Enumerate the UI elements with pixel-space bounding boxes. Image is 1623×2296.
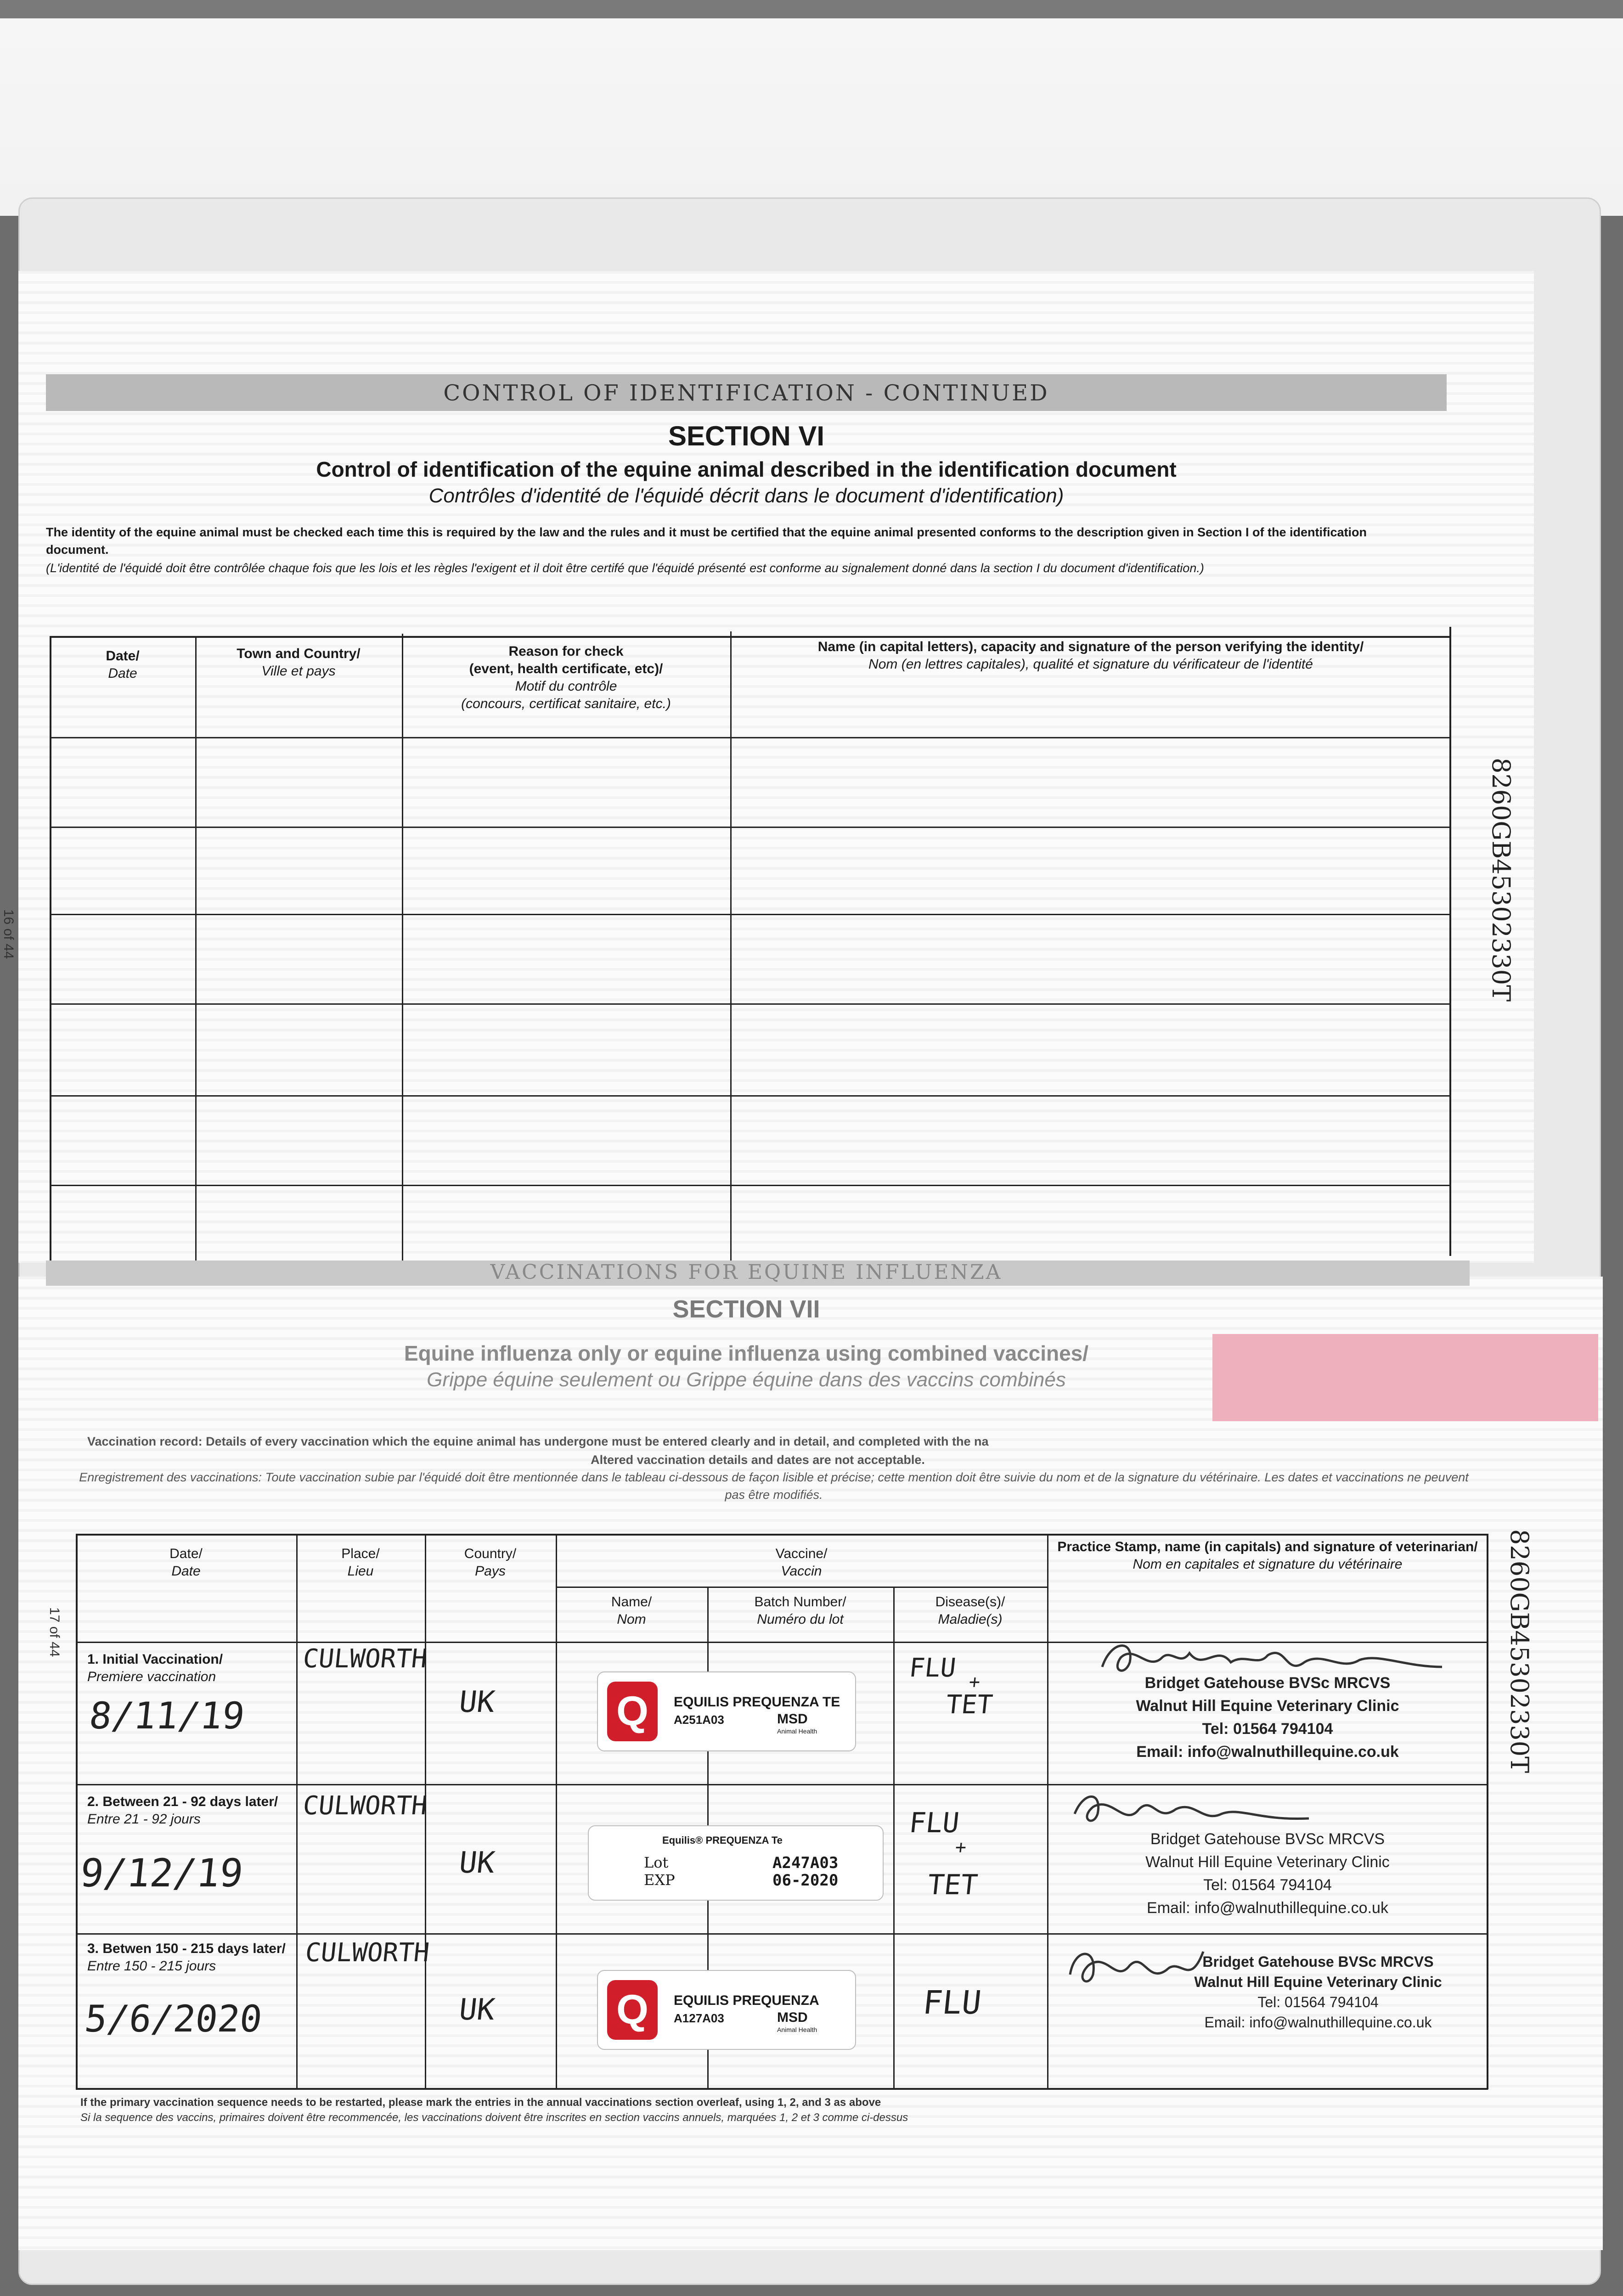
row2-disease-plus: + bbox=[954, 1837, 968, 1858]
page-number-17: 17 of 44 bbox=[47, 1607, 62, 1657]
row3-date: 5/6/2020 bbox=[83, 1998, 265, 2040]
intro-fr: (L'identité de l'équidé doit être contrôlée chaque fois que les lois et les règles l'exigent et il doit être certifé que l'équidé présenté est conforme au signalement donné dans la section I du document d'identification.) bbox=[46, 561, 1204, 575]
col-country: Country/ Pays bbox=[464, 1546, 517, 1579]
col-date: Date/ Date bbox=[106, 648, 140, 681]
side-code-top: 8260GB45302330T bbox=[1487, 758, 1516, 1002]
col-place: Place/ Lieu bbox=[341, 1546, 380, 1579]
row2-lot-label: Lot bbox=[644, 1854, 669, 1871]
title-fr-2: Grippe équine seulement ou Grippe équine dans des vaccins combinés bbox=[427, 1368, 1066, 1391]
row3-maker: MSD bbox=[777, 2010, 808, 2025]
row2-exp-label: EXP bbox=[644, 1871, 675, 1889]
row1-disease-2: TET bbox=[944, 1690, 994, 1720]
intro-en: The identity of the equine animal must be checked each time this is required by the law and the rules and it must be certified that the equine animal presented conforms to the description given in Section I of the identification document. bbox=[46, 525, 1367, 557]
row1-date: 8/11/19 bbox=[87, 1694, 247, 1737]
title-en-2: Equine influenza only or equine influenza using combined vaccines/ bbox=[404, 1341, 1089, 1365]
row1-batch: A251A03 bbox=[674, 1713, 724, 1727]
row2-vaccine-sticker bbox=[588, 1825, 884, 1901]
row1-maker-sub: Animal Health bbox=[777, 1728, 817, 1735]
q-logo-icon: Q bbox=[607, 1980, 658, 2040]
section-title: SECTION VI bbox=[668, 421, 825, 451]
row2-vaccine-name: Equilis® PREQUENZA Te bbox=[662, 1835, 783, 1846]
col-stamp: Practice Stamp, name (in capitals) and signature of veterinarian/ Nom en capitales et signature du vétérinaire bbox=[1057, 1539, 1478, 1572]
row1-disease-1: FLU bbox=[907, 1653, 958, 1683]
footer-en: If the primary vaccination sequence needs to be restarted, please mark the entries in the annual vaccinations section overleaf, using 1, 2, and 3 as above bbox=[80, 2096, 881, 2109]
row3-place: CULWORTH bbox=[304, 1938, 431, 1968]
row3-stamp: Bridget Gatehouse BVSc MRCVS Walnut Hill Equine Veterinary Clinic Tel: 01564 794104 Email: info@walnuthillequine.co.uk bbox=[1194, 1953, 1442, 2031]
row2-disease-1: FLU bbox=[907, 1807, 961, 1839]
col-vname: Name/ Nom bbox=[611, 1594, 652, 1627]
col-vdate: Date/ Date bbox=[169, 1546, 203, 1579]
page-number-16: 16 of 44 bbox=[1, 909, 16, 959]
row3-batch: A127A03 bbox=[674, 2011, 724, 2025]
col-disease: Disease(s)/ Maladie(s) bbox=[935, 1594, 1005, 1627]
row2-disease-2: TET bbox=[926, 1869, 980, 1901]
col-vaccine: Vaccine/ Vaccin bbox=[775, 1546, 828, 1579]
row1-vaccine-sticker bbox=[597, 1671, 856, 1751]
row3-country: UK bbox=[457, 1993, 496, 2027]
col-verifier: Name (in capital letters), capacity and signature of the person verifying the identity/ Nom (en lettres capitales), qualité et signature du vérificateur de l'identité bbox=[817, 639, 1364, 672]
row1-country: UK bbox=[457, 1685, 496, 1719]
banner-title-2: VACCINATIONS FOR EQUINE INFLUENZA bbox=[490, 1261, 1003, 1284]
row1-maker: MSD bbox=[777, 1711, 808, 1727]
row3-disease-1: FLU bbox=[921, 1984, 983, 2021]
page-16 bbox=[18, 271, 1534, 1263]
row3-label: 3. Betwen 150 - 215 days later/ Entre 150 - 215 jours bbox=[87, 1941, 286, 1974]
row1-place: CULWORTH bbox=[301, 1644, 429, 1674]
row1-vaccine-name: EQUILIS PREQUENZA TE bbox=[674, 1694, 840, 1710]
row2-date: 9/12/19 bbox=[78, 1851, 246, 1896]
row2-batch: A247A03 bbox=[772, 1854, 839, 1872]
row1-stamp: Bridget Gatehouse BVSc MRCVS Walnut Hill Equine Veterinary Clinic Tel: 01564 794104 Email: info@walnuthillequine.co.uk bbox=[1136, 1674, 1399, 1761]
banner-title: CONTROL OF IDENTIFICATION - CONTINUED bbox=[443, 380, 1049, 406]
intro-en-2: Vaccination record: Details of every vaccination which the equine animal has undergone must be entered clearly and in detail, and completed with the na bbox=[87, 1435, 989, 1448]
pink-tab bbox=[1212, 1334, 1598, 1421]
row3-vaccine-sticker bbox=[597, 1970, 856, 2050]
intro-fr-2: Enregistrement des vaccinations: Toute vaccination subie par l'équidé doit être mentionnée dans le tableau ci-dessous de façon lisible et précise; cette mention doit être suivie du nom et de la signature du vétérinaire. Les dates et vaccinations ne peuvent pas être modifiés. bbox=[79, 1470, 1469, 1502]
col-reason: Reason for check (event, health certificate, etc)/ Motif du contrôle (concours, certificat sanitaire, etc.) bbox=[461, 644, 671, 711]
row1-disease-plus: + bbox=[968, 1671, 981, 1693]
row2-place: CULWORTH bbox=[301, 1791, 429, 1821]
row2-country: UK bbox=[457, 1846, 496, 1880]
intro-en-2b: Altered vaccination details and dates are not acceptable. bbox=[591, 1453, 925, 1467]
side-code-bottom: 8260GB45302330T bbox=[1505, 1529, 1534, 1773]
col-batch: Batch Number/ Numéro du lot bbox=[754, 1594, 846, 1627]
title-en: Control of identification of the equine animal described in the identification document bbox=[316, 457, 1177, 481]
row2-label: 2. Between 21 - 92 days later/ Entre 21 - 92 jours bbox=[87, 1794, 278, 1827]
col-town: Town and Country/ Ville et pays bbox=[237, 646, 361, 679]
footer-fr: Si la sequence des vaccins, primaires doivent être recommencée, les vaccinations doivent être inscrites en section vaccins annuels, marquées 1, 2 et 3 comme ci-dessus bbox=[80, 2111, 908, 2124]
row2-exp: 06-2020 bbox=[772, 1871, 839, 1890]
row3-maker-sub: Animal Health bbox=[777, 2026, 817, 2033]
row1-label: 1. Initial Vaccination/ Premiere vaccination bbox=[87, 1652, 223, 1684]
title-fr: Contrôles d'identité de l'équidé décrit dans le document d'identification) bbox=[428, 484, 1064, 507]
q-logo-icon: Q bbox=[607, 1682, 658, 1741]
section-title-2: SECTION VII bbox=[672, 1295, 820, 1323]
row3-vaccine-name: EQUILIS PREQUENZA bbox=[674, 1993, 819, 2008]
row2-stamp: Bridget Gatehouse BVSc MRCVS Walnut Hill Equine Veterinary Clinic Tel: 01564 794104 Email: info@walnuthillequine.co.uk bbox=[1145, 1830, 1390, 1917]
